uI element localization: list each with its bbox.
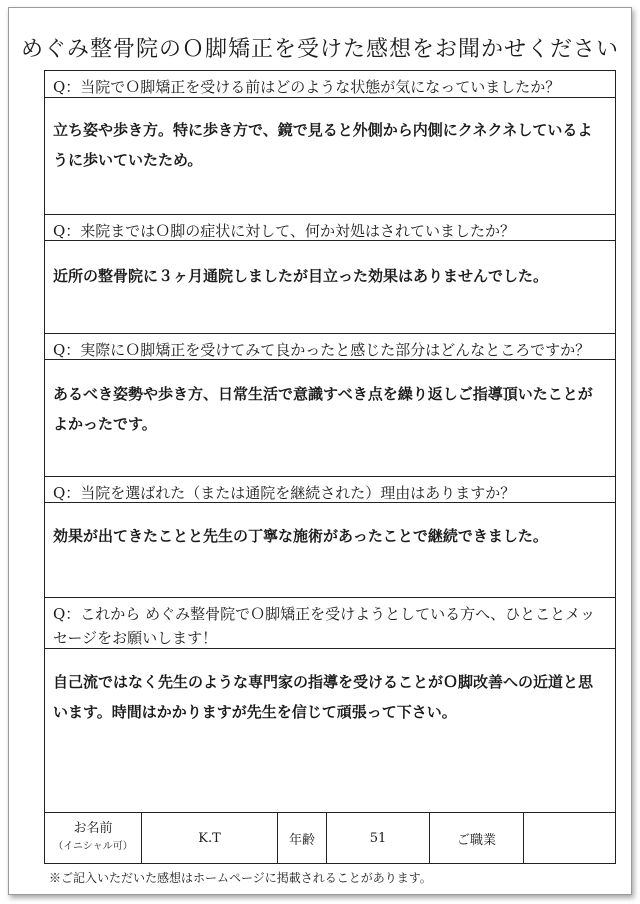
question-3: Q：実際にＯ脚矯正を受けてみて良かったと感じた部分はどんなところですか？ xyxy=(45,333,615,360)
questionnaire-sheet xyxy=(8,7,632,895)
answer-2: 近所の整骨院に３ヶ月通院しましたが目立った効果はありませんでした。 xyxy=(53,267,549,285)
questionnaire-form xyxy=(44,70,616,864)
answer-5: 自己流ではなく先生のような専門家の指導を受けることがＯ脚改善への近道と思います。時間はかかりますが先生を信じて頑張って下さい。 xyxy=(53,673,594,721)
respondent-info-table xyxy=(45,812,615,863)
age-label: 年齢 xyxy=(278,813,327,863)
question-5: Q：これから めぐみ整骨院でＯ脚矯正を受けようとしている方へ、ひとことメッセージをお願いします！ xyxy=(45,597,615,649)
job-label: ご職業 xyxy=(430,813,524,863)
age-value: 51 xyxy=(327,813,430,863)
name-label-cell xyxy=(45,813,142,863)
answer-4: 効果が出てきたことと先生の丁寧な施術があったことで継続できました。 xyxy=(53,527,548,545)
name-sub-label: （イニシャル可） xyxy=(53,841,133,852)
name-value: K.T xyxy=(142,813,278,863)
answer-3: あるべき姿勢や歩き方、日常生活で意識すべき点を繰り返しご指導頂いたことがよかったです。 xyxy=(53,385,593,433)
footnote: ※ご記入いただいた感想はホームページに掲載されることがあります。 xyxy=(49,871,432,885)
answer-1: 立ち姿や歩き方。特に歩き方で、鏡で見ると外側から内側にクネクネしているように歩いていたため。 xyxy=(53,121,593,169)
question-4: Q：当院を選ばれた（または通院を継続された）理由はありますか？ xyxy=(45,476,615,503)
question-2: Q：来院まではＯ脚の症状に対して、何か対処はされていましたか？ xyxy=(45,214,615,241)
page-title: めぐみ整骨院のＯ脚矯正を受けた感想をお聞かせください xyxy=(20,37,619,62)
question-1: Q：当院でＯ脚矯正を受ける前はどのような状態が気になっていましたか？ xyxy=(45,71,615,98)
job-value xyxy=(524,813,615,863)
name-label: お名前 xyxy=(73,821,113,836)
